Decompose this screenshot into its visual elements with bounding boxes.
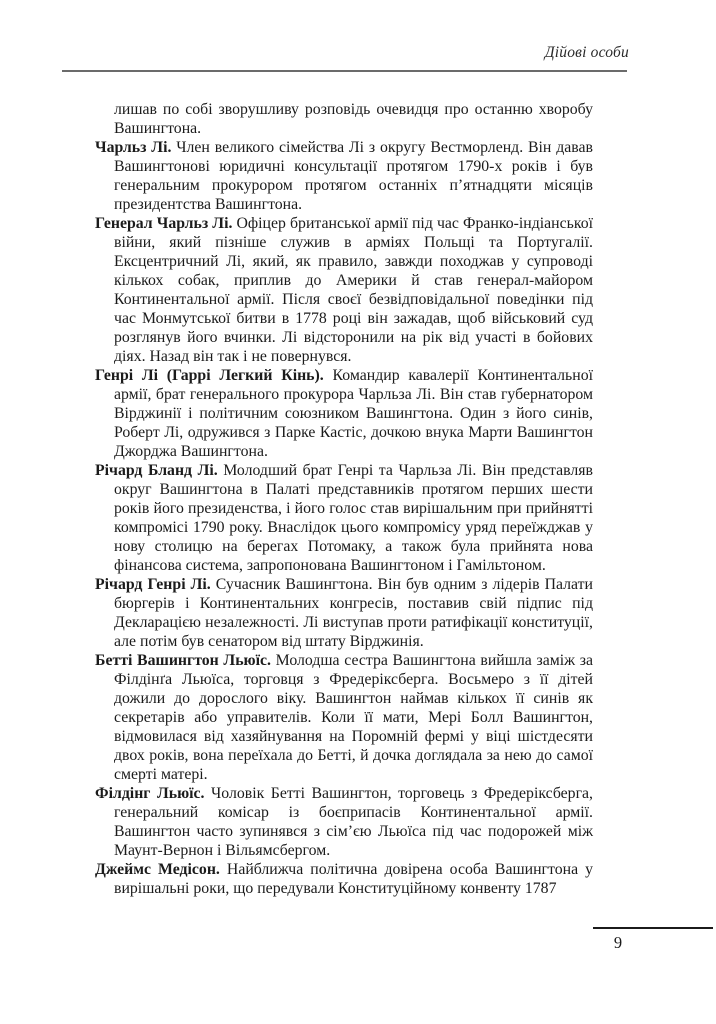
- entry-general-charles-lee: [95, 214, 593, 366]
- entry-richard-bland-lee: [95, 461, 593, 575]
- entry-fielding-lewis: [95, 784, 593, 860]
- entry-text: Сучасник Вашингтона. Він був одним з лідерів Палати бюргерів і Континентальних конгресів, поставив свій підпис під Декларацією незалежності. Лі виступав проти ратифікації конституції, але потім був сенатором від штату Вірджинія.: [114, 576, 594, 650]
- entry-betty-washington-lewis: [95, 651, 593, 784]
- entry-richard-henry-lee: [95, 575, 593, 651]
- entry-text: Чоловік Бетті Вашингтон, торговець з Фредеріксберга, генеральний комісар із боєприпасів Континентальної армії. Вашингтон часто зупинявся з сім’єю Льюїса під час подорожей між Маунт-Вернон і Вільямсбергом.: [114, 785, 594, 859]
- entry-text: Командир кавалерії Континентальної армії, брат генерального прокурора Чарльза Лі. Він став губернатором Вірджинії і політичним союзником Вашингтона. Один з його синів, Роберт Лі, одружився з Парке Кастіс, дочкою внука Марти Вашингтон Джорджа Вашингтона.: [114, 367, 593, 460]
- entry-text: Член великого сімейства Лі з округу Вестморленд. Він давав Вашингтонові юридичні консультації протягом 1790-х років і був генеральним прокурором протягом останніх п’ятнадцяти місяців президентства Вашингтона.: [114, 139, 593, 213]
- entry-james-madison: [95, 860, 593, 898]
- entry-text: Молодший брат Генрі та Чарльза Лі. Він представляв округ Вашингтона в Палаті представників протягом перших шести років його президенства, і його голос став вирішальним при прийнятті компромісі 1790 року. Внаслідок цього компромісу уряд переїжджав у нову столицю на берегах Потомаку, а також була прийнята нова фінансова система, запропонована Вашингтоном і Гамільтоном.: [114, 462, 594, 574]
- running-header: Дійові особи: [544, 44, 629, 61]
- entry-charles-lee: [95, 138, 593, 214]
- page-number: 9: [613, 933, 623, 952]
- entry-text: Офіцер британської армії під час Франко-індіанської війни, який пізніше служив в арміях Польщі та Португалії. Ексцентричний Лі, який, як правило, завжди походжав у супроводі кількох собак, приплив до Америки й став генерал-майором Континентальної армії. Після своєї безвідповідальної поведінки під час Монмутської битви в 1778 році він зажадав, щоб військовий суд розглянув його вчинки. Лі відсторонили на рік від участі в бойових діях. Назад він так і не повернувся.: [114, 215, 593, 365]
- entry-text: лишав по собі зворушливу розповідь очевидця про останню хворобу Вашингтона.: [114, 101, 593, 137]
- text-block: [95, 100, 593, 898]
- entry-continuation: [95, 100, 593, 138]
- entry-text: Молодша сестра Вашингтона вийшла заміж за Філдінґа Льюїса, торговця з Фредеріксберга. Восьмеро з її дітей дожили до дорослого віку. Вашингтон наймав кількох її синів як секретарів або управителів. Коли її мати, Мері Болл Вашингтон, відмовилася від хазяйнування на Поромній фермі у віці шістдесяти двох років, вона переїхала до Бетті, й дочка доглядала за нею до самої смерті матері.: [114, 652, 593, 783]
- entry-text: Найближча політична довірена особа Вашингтона у вирішальні роки, що передували Конституційному конвенту 1787: [114, 861, 593, 897]
- entry-headword: Річард Генрі Лі.: [95, 576, 211, 593]
- entry-headword: Річард Бланд Лі.: [95, 462, 218, 479]
- footer-rule: [593, 927, 713, 929]
- entry-henry-lee: [95, 366, 593, 461]
- entry-headword: Генерал Чарльз Лі.: [95, 215, 233, 232]
- entry-headword: Джеймс Медісон.: [95, 861, 220, 878]
- entry-headword: Бетті Вашингтон Льюїс.: [95, 652, 271, 669]
- entry-headword: Генрі Лі (Гаррі Легкий Кінь).: [95, 367, 324, 384]
- entry-headword: Чарльз Лі.: [95, 139, 172, 156]
- header-rule: [62, 70, 627, 72]
- entry-headword: Філдінг Льюїс.: [95, 785, 205, 802]
